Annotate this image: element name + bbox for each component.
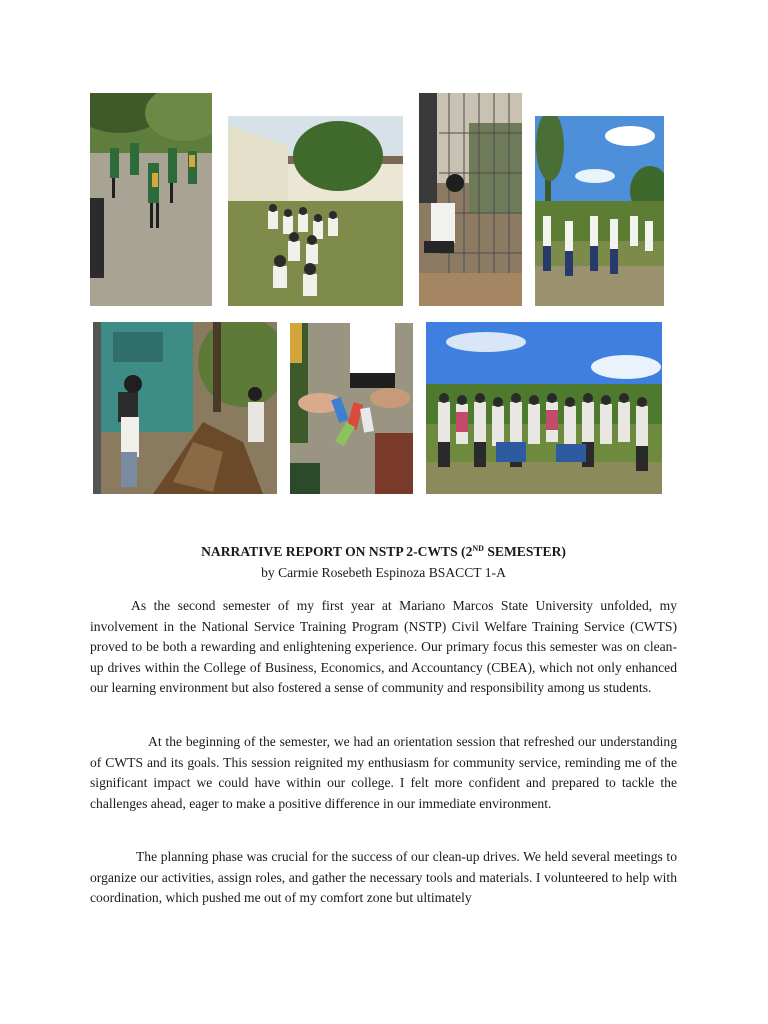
photo-group-on-lawn [228,116,403,306]
photo-students-digging [93,322,277,494]
report-title-main: NARRATIVE REPORT ON NSTP 2-CWTS (2 [201,544,473,559]
photo-class-group-portrait [426,322,662,494]
paragraph-intro: As the second semester of my first year at Mariano Marcos State University unfolded, my involvement in the National Service Training Program (NSTP) Civil Welfare Training Service (CWTS) proved to be both a rewarding and enlightening experience. Our primary focus this semester was on clean-up drives within the College of Business, Economics, and Accountancy (CBEA), which not only enhanced our learning environment but also fostered a sense of community and responsibility among us students. [90,598,677,696]
photo-students-field-cleanup [535,116,664,306]
paragraph-planning: The planning phase was crucial for the success of our clean-up drives. We held several meetings to organize our activities, assign roles, and gather the necessary tools and materials. I volunteered to help with coordination, which pushed me out of my comfort zone but ultimately [90,849,677,906]
photo-collected-bottles [290,323,413,494]
report-title-superscript: ND [472,544,484,553]
report-title [90,543,677,561]
report-title-tail: SEMESTER) [483,544,566,559]
paragraph-orientation: At the beginning of the semester, we had an orientation session that refreshed our understanding of CWTS and its goals. This session reignited my enthusiasm for community service, reminding me of the significant impact we could have within our college. I felt more confident and prepared to tackle the challenges ahead, eager to make a positive difference in our immediate environment. [90,734,677,811]
photo-students-sweeping-yard [90,93,212,306]
photo-student-at-fence [419,93,522,306]
report-byline: by Carmie Rosebeth Espinoza BSACCT 1-A [261,565,506,580]
